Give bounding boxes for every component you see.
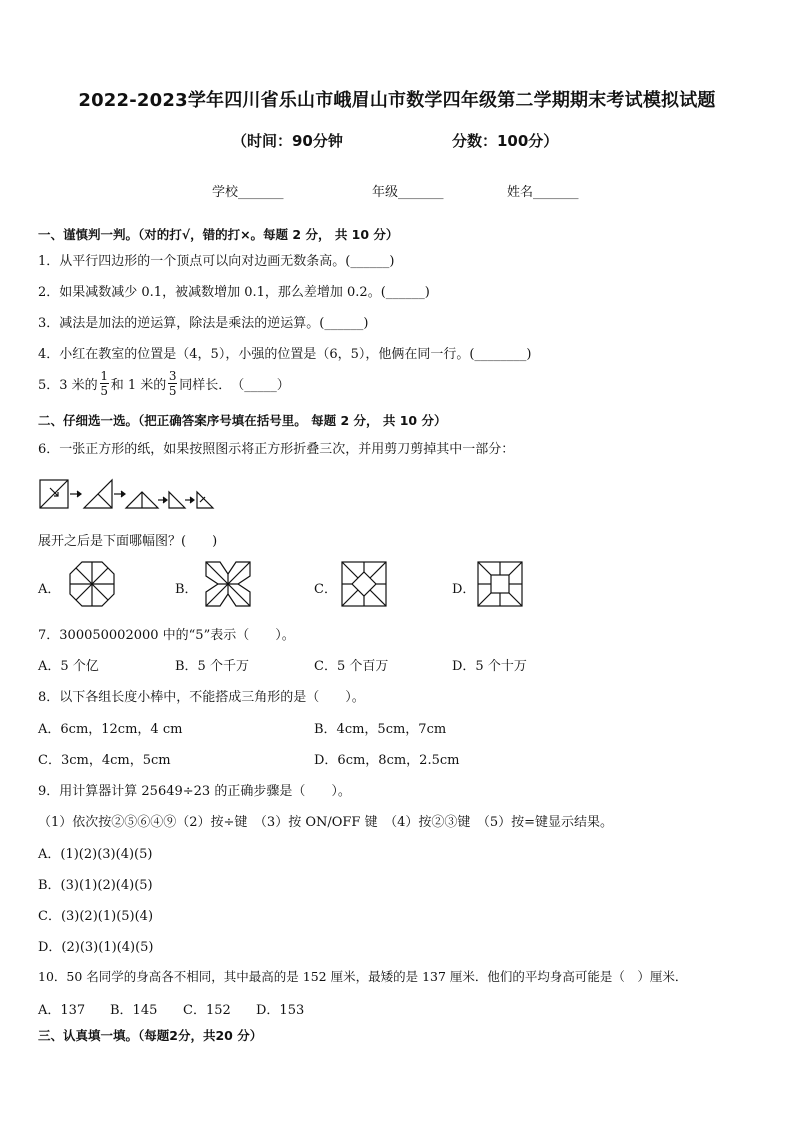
fraction-one-fifth: $\frac{1}{5}$	[100, 369, 108, 398]
q7-option-d[interactable]: D．5 个十万	[452, 659, 527, 674]
question-6-prompt: 展开之后是下面哪幅图？( )	[38, 534, 218, 549]
exam-time: （时间：90分钟	[232, 132, 343, 150]
q7-option-c[interactable]: C．5 个百万	[314, 659, 389, 674]
q6-option-b-label[interactable]: B．	[175, 582, 198, 597]
name-field: 姓名_______	[507, 185, 579, 200]
q7-option-a[interactable]: A．5 个亿	[38, 659, 99, 674]
square-diamond-figure[interactable]	[340, 560, 388, 608]
q10-option-d[interactable]: D．153	[256, 1003, 305, 1018]
q6-option-a-label[interactable]: A．	[38, 582, 61, 597]
q10-option-b[interactable]: B．145	[110, 1003, 158, 1018]
section-1-heading: 一、谨慎判一判。（对的打√，错的打×。每题 2 分， 共 10 分）	[38, 227, 399, 242]
question-3: 3．减法是加法的逆运算，除法是乘法的逆运算。(______)	[38, 316, 369, 331]
octagon-figure[interactable]	[68, 560, 116, 608]
question-4: 4．小红在教室的位置是（4，5），小强的位置是（6，5），他俩在同一行。(________)	[38, 347, 532, 362]
fraction-three-fifths: $\frac{3}{5}$	[168, 369, 177, 398]
page-title: 2022-2023学年四川省乐山市峨眉山市数学四年级第二学期期末考试模拟试题	[78, 90, 716, 111]
question-10: 10．50 名同学的身高各不相同，其中最高的是 152 厘米，最矮的是 137 厘米．他们的平均身高可能是（ ）厘米．	[38, 969, 688, 984]
square-inner-square-figure[interactable]	[476, 560, 524, 608]
q9-steps: （1）依次按②⑤⑥④⑨（2）按÷键 （3）按 ON/OFF 键 （4）按②③键 （5）按=键显示结果。	[38, 815, 614, 830]
question-2: 2．如果减数减少 0.1，被减数增加 0.1，那么差增加 0.2。(______)	[38, 285, 430, 300]
section-2-heading: 二、仔细选一选。（把正确答案序号填在括号里。 每题 2 分， 共 10 分）	[38, 413, 447, 428]
q5-text-post: 同样长． （_____）	[179, 378, 290, 393]
question-7: 7．300050002000 中的“5”表示（ ）。	[38, 628, 295, 643]
question-6: 6．一张正方形的纸，如果按照图示将正方形折叠三次，并用剪刀剪掉其中一部分：	[38, 442, 515, 457]
star-cut-figure[interactable]	[204, 560, 252, 608]
question-9: 9．用计算器计算 25649÷23 的正确步骤是（ ）。	[38, 784, 351, 799]
q10-option-a[interactable]: A．137	[38, 1003, 86, 1018]
q9-option-c[interactable]: C．(3)(2)(1)(5)(4)	[38, 909, 154, 924]
q8-option-b[interactable]: B．4cm，5cm，7cm	[314, 722, 447, 737]
q6-option-d-label[interactable]: D．	[452, 582, 476, 597]
q8-option-a[interactable]: A．6cm，12cm，4 cm	[38, 722, 183, 737]
q9-option-a[interactable]: A．(1)(2)(3)(4)(5)	[38, 847, 153, 862]
question-5	[38, 369, 290, 398]
question-1: 1．从平行四边形的一个顶点可以向对边画无数条高。(______)	[38, 254, 395, 269]
q10-option-c[interactable]: C．152	[183, 1003, 231, 1018]
q5-text-mid: 和 1 米的	[110, 378, 167, 393]
school-field: 学校_______	[212, 185, 284, 200]
section-3-heading: 三、认真填一填。（每题2分，共20 分）	[38, 1028, 263, 1043]
q5-text-pre: 5．3 米的	[38, 378, 98, 393]
q6-option-c-label[interactable]: C．	[314, 582, 337, 597]
grade-field: 年级_______	[372, 185, 444, 200]
exam-score: 分数：100分）	[452, 132, 559, 150]
q8-option-c[interactable]: C．3cm，4cm，5cm	[38, 753, 171, 768]
q9-option-b[interactable]: B．(3)(1)(2)(4)(5)	[38, 878, 153, 893]
q7-option-b[interactable]: B．5 个千万	[175, 659, 249, 674]
q9-option-d[interactable]: D．(2)(3)(1)(4)(5)	[38, 940, 154, 955]
folding-steps-figure	[38, 476, 218, 512]
question-8: 8．以下各组长度小棒中，不能搭成三角形的是（ ）。	[38, 690, 365, 705]
q8-option-d[interactable]: D．6cm，8cm，2.5cm	[314, 753, 460, 768]
